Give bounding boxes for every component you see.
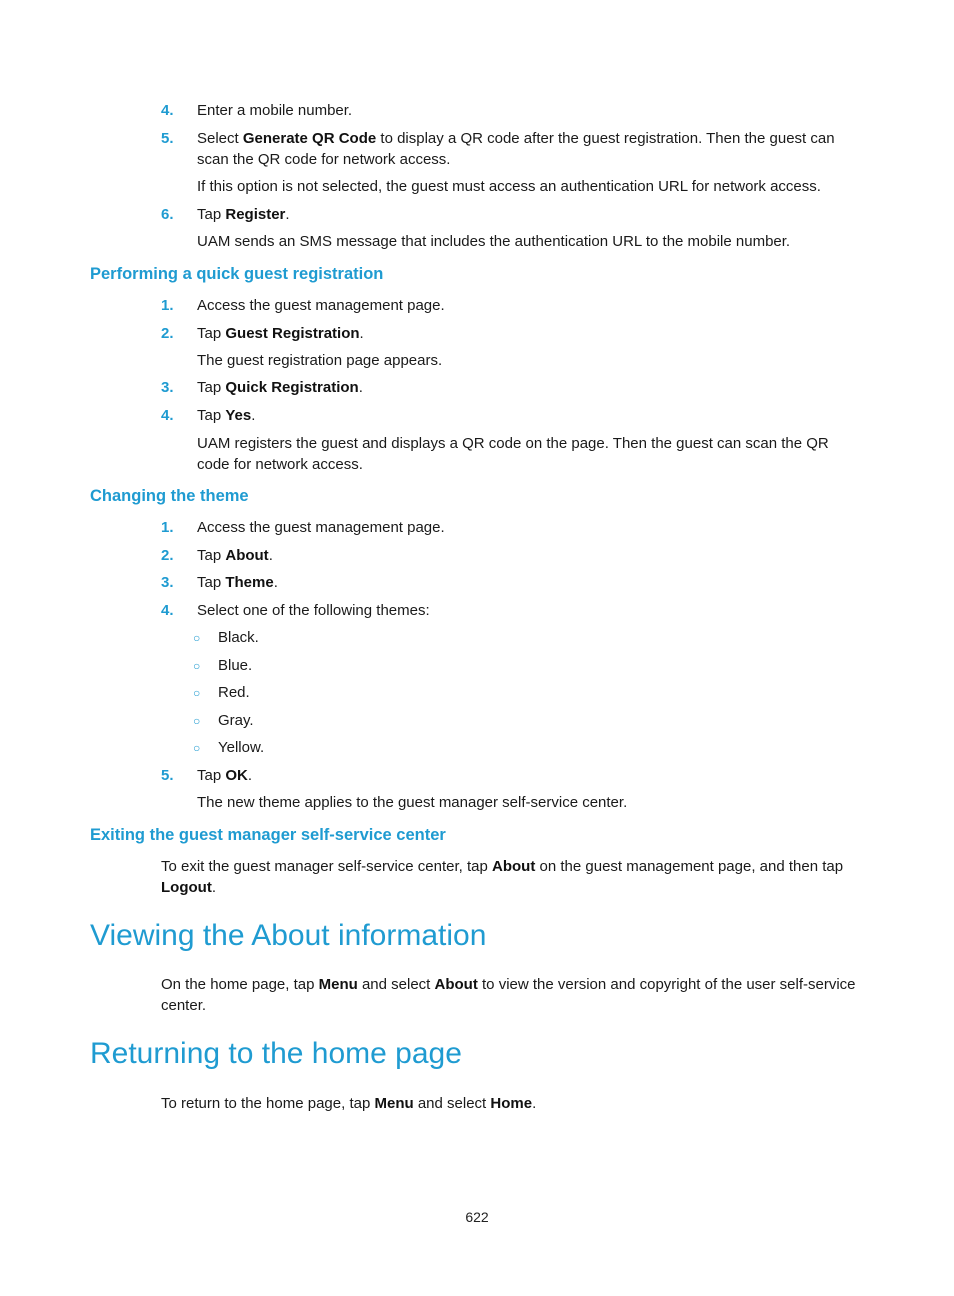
step-note: UAM registers the guest and displays a QR code on the page. Then the guest can scan the QR [197,435,829,452]
circle-bullet-icon: ○ [193,714,201,728]
ui-term: About [434,976,478,993]
step-note: The new theme applies to the guest manager self-service center. [197,794,628,811]
circle-bullet-icon: ○ [193,741,201,755]
step-text: Tap Guest Registration. [197,325,364,342]
ui-term: Yes [225,407,252,424]
list-item: Red. [218,684,250,701]
step-text: Select one of the following themes: [197,602,430,619]
step-number: 5. [161,767,174,784]
list-item: Blue. [218,657,253,674]
step-note: If this option is not selected, the guest must access an authentication URL for network access. [197,178,821,195]
step-text: Tap Theme. [197,574,278,591]
step-number: 5. [161,130,174,147]
ui-term: Menu [318,976,358,993]
step-text: Tap Register. [197,206,290,223]
ui-term: Logout [161,879,212,896]
ui-term: Register [225,206,286,223]
ui-term: Menu [374,1095,414,1112]
ui-term: Home [490,1095,533,1112]
circle-bullet-icon: ○ [193,631,201,645]
list-item: Yellow. [218,739,265,756]
step-text: Enter a mobile number. [197,102,353,119]
step-number: 2. [161,325,174,342]
circle-bullet-icon: ○ [193,686,201,700]
step-note: The guest registration page appears. [197,352,443,369]
step-number: 3. [161,574,174,591]
list-item: Gray. [218,712,254,729]
step-text: Access the guest management page. [197,519,445,536]
step-text: Tap About. [197,547,273,564]
section-heading: Exiting the guest manager self-service center [90,826,446,844]
chapter-heading: Returning to the home page [90,1037,462,1070]
step-text: Tap Quick Registration. [197,379,363,396]
ui-term: Generate QR Code [242,130,377,147]
ui-term: Guest Registration [225,325,360,342]
step-note: UAM sends an SMS message that includes the authentication URL to the mobile number. [197,233,791,250]
ui-term: Theme [225,574,274,591]
ui-term: Quick Registration [225,379,359,396]
step-text: Tap OK. [197,767,253,784]
paragraph-continued: Logout. [161,879,216,896]
step-text: Access the guest management page. [197,297,445,314]
step-note-continued: code for network access. [197,456,363,473]
step-number: 1. [161,519,174,536]
section-heading: Performing a quick guest registration [90,265,384,283]
paragraph-continued: center. [161,997,207,1014]
paragraph: To exit the guest manager self-service center, tap About on the guest management page, and then tap [161,858,844,875]
step-number: 6. [161,206,174,223]
step-number: 3. [161,379,174,396]
ui-term: About [225,547,269,564]
step-number: 2. [161,547,174,564]
ui-term: About [492,858,536,875]
step-number: 4. [161,407,174,424]
chapter-heading: Viewing the About information [90,919,487,952]
circle-bullet-icon: ○ [193,659,201,673]
paragraph: To return to the home page, tap Menu and select Home. [161,1095,537,1112]
step-number: 4. [161,602,174,619]
step-number: 1. [161,297,174,314]
step-text-continued: scan the QR code for network access. [197,151,451,168]
step-text: Tap Yes. [197,407,256,424]
page-number: 622 [465,1209,489,1225]
step-number: 4. [161,102,174,119]
step-text: Select Generate QR Code to display a QR code after the guest registration. Then the guest can [197,130,835,147]
section-heading: Changing the theme [90,487,249,505]
paragraph: On the home page, tap Menu and select About to view the version and copyright of the user self-service [161,976,856,993]
list-item: Black. [218,629,259,646]
ui-term: OK [225,767,248,784]
